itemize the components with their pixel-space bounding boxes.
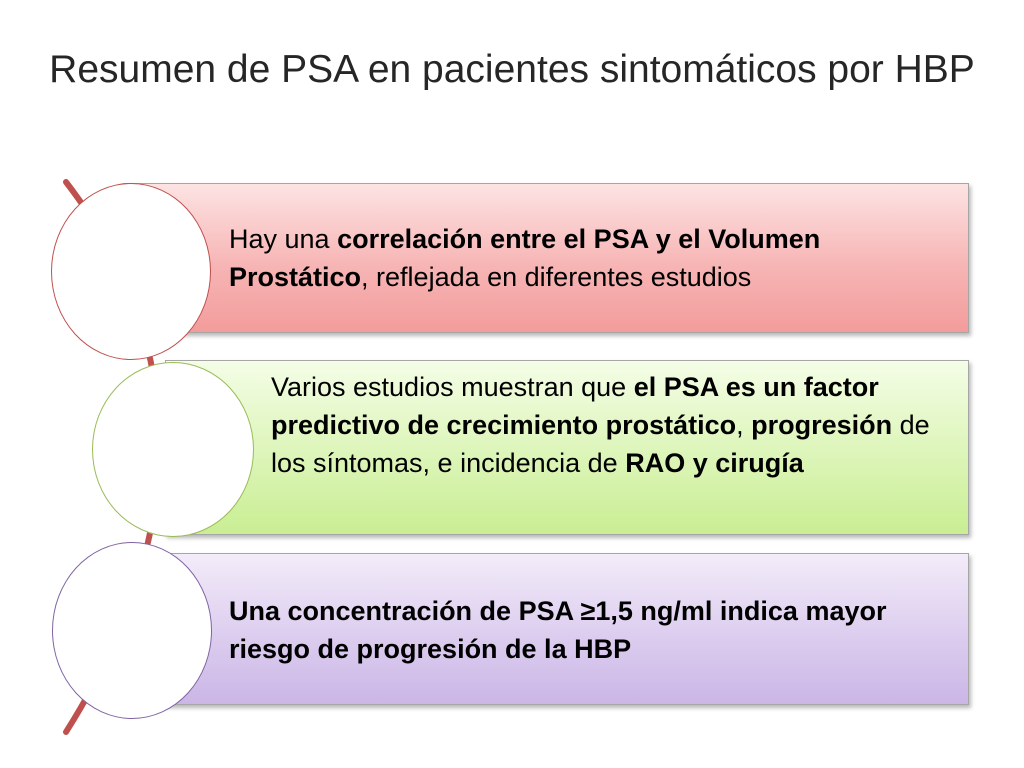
item-2-text-3: de los síntomas, e incidencia de: [271, 410, 930, 478]
item-1-bold-1: correlación entre el PSA y el Volumen Prostático: [229, 224, 821, 292]
item-2-text-1: Varios estudios muestran que: [271, 372, 634, 402]
item-2-bold-2: progresión: [751, 410, 893, 440]
slide-title: Resumen de PSA en pacientes sintomáticos por HBP: [49, 48, 975, 91]
item-text-2: [271, 368, 961, 482]
item-circle-2: [92, 362, 254, 537]
item-2-bold-3: RAO y cirugía: [625, 448, 804, 478]
item-circle-3: [52, 542, 212, 719]
item-circle-1: [51, 183, 211, 360]
item-1-text-2: , reflejada en diferentes estudios: [361, 262, 752, 292]
item-1-text-1: Hay una: [229, 224, 338, 254]
item-text-3: [229, 592, 949, 668]
item-2-bold-1: el PSA es un factor predictivo de crecimiento prostático: [271, 372, 879, 440]
item-3-bold-1: Una concentración de PSA ≥1,5 ng/ml indica mayor riesgo de progresión de la HBP: [229, 596, 887, 664]
item-text-1: [229, 220, 949, 296]
item-2-text-2: ,: [736, 410, 752, 440]
